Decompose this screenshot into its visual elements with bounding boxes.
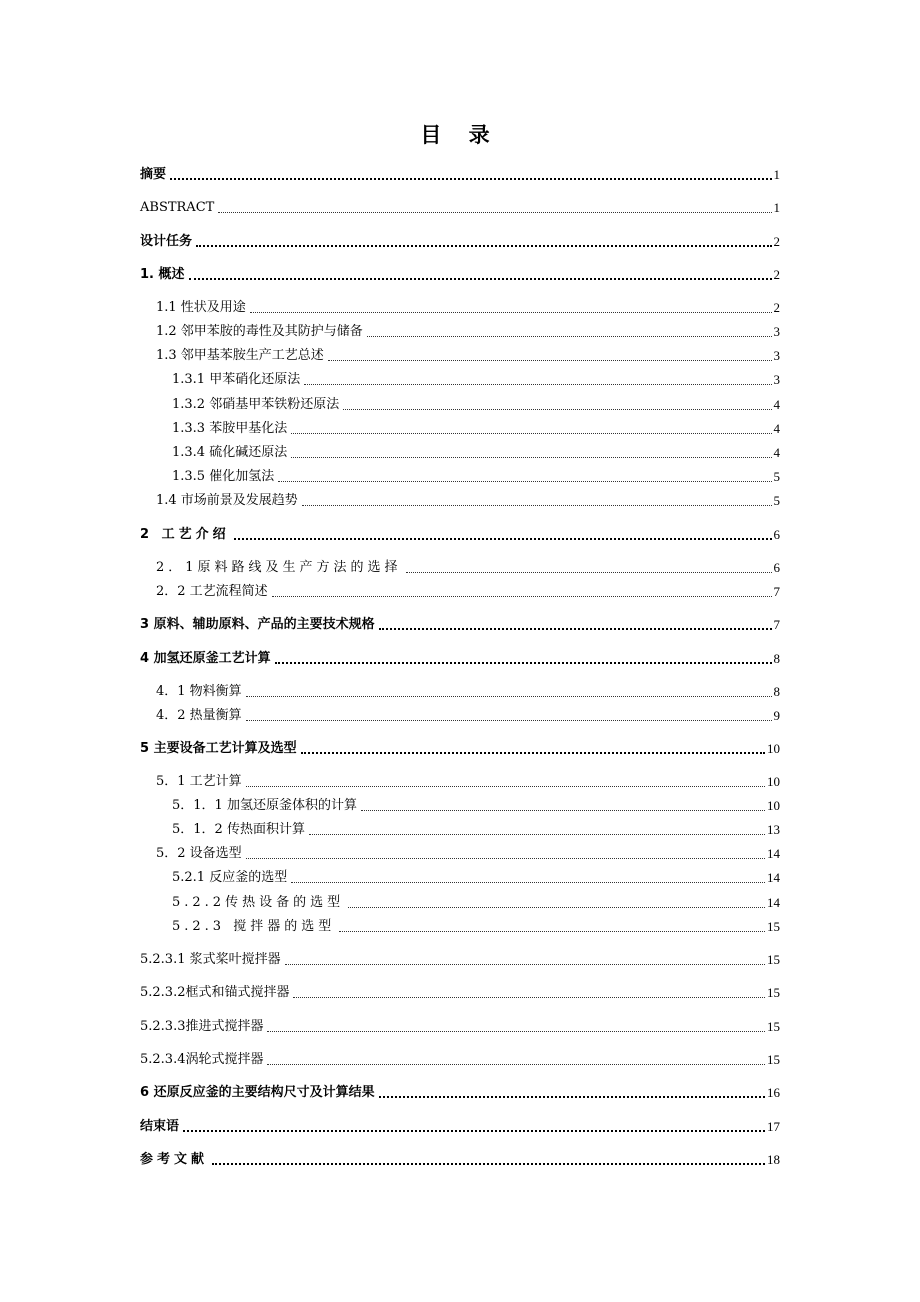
toc-entry-title: 5．1 工艺计算 [156,774,242,789]
toc-leader-dots [361,810,765,811]
toc-entry[interactable] [140,738,780,758]
toc-entry-title: 1. 概述 [140,267,185,282]
toc-entry-title: 5 主要设备工艺计算及选型 [140,741,297,756]
toc-leader-dots [309,834,765,835]
toc-entry-page: 4 [773,421,780,436]
toc-entry[interactable] [140,524,780,544]
toc-leader-dots [301,752,765,754]
toc-entry[interactable] [140,1049,780,1069]
toc-entry[interactable] [172,466,780,486]
toc-entry[interactable] [172,394,780,414]
toc-entry-title: 结束语 [140,1119,180,1134]
toc-entry[interactable] [140,164,780,184]
toc-entry-page: 3 [773,324,780,339]
toc-title: 目 录 [420,123,500,147]
toc-entry-title: 2 工艺介绍 [140,527,230,542]
toc-entry[interactable] [140,1149,780,1169]
toc-entry-page: 17 [767,1119,780,1134]
toc-leader-dots [291,457,771,458]
toc-leader-dots [250,312,772,313]
toc-entry[interactable] [156,581,780,601]
toc-entry-title: 1.2 邻甲苯胺的毒性及其防护与储备 [156,324,363,339]
toc-entry-title: 4．1 物料衡算 [156,684,242,699]
toc-leader-dots [328,360,772,361]
toc-entry-page: 10 [767,774,780,789]
toc-leader-dots [246,786,765,787]
toc-entry-title: 5．1．2 传热面积计算 [172,822,305,837]
toc-leader-dots [267,1031,765,1032]
toc-entry[interactable] [172,369,780,389]
toc-entry[interactable] [172,892,780,912]
toc-entry-title: 5．1．1 加氢还原釜体积的计算 [172,798,357,813]
toc-leader-dots [170,178,771,180]
toc-entry-page: 16 [767,1085,780,1100]
toc-entry-page: 18 [767,1152,780,1167]
toc-entry-page: 5 [773,493,780,508]
toc-leader-dots [379,628,772,630]
toc-entry-page: 2 [773,234,780,249]
toc-leader-dots [183,1130,765,1132]
toc-leader-dots [246,858,765,859]
toc-entry-page: 15 [767,1019,780,1034]
toc-entry[interactable] [140,264,780,284]
toc-leader-dots [379,1096,765,1098]
toc-entry-page: 7 [773,584,780,599]
toc-entry[interactable] [156,681,780,701]
toc-entry-page: 15 [767,1052,780,1067]
toc-entry-title: 1.3.3 苯胺甲基化法 [172,421,288,436]
toc-entry[interactable] [140,1116,780,1136]
toc-entry-title: 1.4 市场前景及发展趋势 [156,493,298,508]
toc-entry[interactable] [156,321,780,341]
toc-entry[interactable] [156,771,780,791]
toc-entry[interactable] [172,795,780,815]
toc-entry[interactable] [172,916,780,936]
toc-entry-title: 1.3.2 邻硝基甲苯铁粉还原法 [172,397,340,412]
toc-leader-dots [304,384,771,385]
toc-entry-page: 15 [767,919,780,934]
toc-entry-page: 2 [773,267,780,282]
toc-entry-page: 8 [773,651,780,666]
toc-entry[interactable] [156,705,780,725]
toc-entry[interactable] [156,843,780,863]
toc-entry-title: 2．1原料路线及生产方法的选择 [156,560,402,575]
toc-entry[interactable] [140,614,780,634]
toc-entry-title: 1.3.1 甲苯硝化还原法 [172,372,301,387]
toc-leader-dots [278,481,771,482]
toc-entry-page: 6 [773,560,780,575]
toc-entry-title: 设计任务 [140,234,193,249]
toc-entry-page: 3 [773,348,780,363]
toc-entry[interactable] [172,819,780,839]
toc-entry-title: 6 还原反应釜的主要结构尺寸及计算结果 [140,1085,375,1100]
toc-leader-dots [218,212,771,213]
toc-entry-title: 2．2 工艺流程简述 [156,584,268,599]
toc-entry-page: 13 [767,822,780,837]
toc-entry[interactable] [140,982,780,1002]
toc-entry-page: 4 [773,397,780,412]
toc-leader-dots [246,696,772,697]
toc-entry-page: 1 [773,167,780,182]
toc-leader-dots [267,1064,765,1065]
toc-entry-title: 5.2.1 反应釜的选型 [172,870,288,885]
toc-entry-page: 15 [767,985,780,1000]
toc-entry-page: 2 [773,300,780,315]
toc-entry-page: 10 [767,741,780,756]
toc-leader-dots [302,505,772,506]
toc-entry-title: 5.2.3 搅拌器的选型 [172,919,336,934]
toc-leader-dots [339,931,765,932]
toc-entry-page: 14 [767,846,780,861]
toc-entry-page: 4 [773,445,780,460]
toc-entry[interactable] [140,231,780,251]
toc-entry-title: 3 原料、辅助原料、产品的主要技术规格 [140,617,375,632]
toc-entry[interactable] [140,197,780,217]
toc-entry[interactable] [156,345,780,365]
toc-leader-dots [291,433,771,434]
toc-leader-dots [348,907,765,908]
toc-entry-title: 1.1 性状及用途 [156,300,246,315]
toc-entry-page: 3 [773,372,780,387]
toc-entry-page: 15 [767,952,780,967]
toc-entry-title: 4 加氢还原釜工艺计算 [140,651,271,666]
toc-leader-dots [272,596,772,597]
toc-entry-page: 14 [767,895,780,910]
toc-entry[interactable] [140,648,780,668]
toc-entry-page: 1 [773,200,780,215]
toc-entry-title: 1.3 邻甲基苯胺生产工艺总述 [156,348,324,363]
toc-entry-page: 8 [773,684,780,699]
toc-leader-dots [189,278,772,280]
toc-entry-title: 5．2 设备选型 [156,846,242,861]
toc-entry[interactable] [140,949,780,969]
toc-entry-title: 参考文献 [140,1152,209,1167]
toc-entry-page: 5 [773,469,780,484]
toc-entry-title: 5.2.3.3推进式搅拌器 [140,1019,264,1034]
toc-entry[interactable] [140,1082,780,1102]
toc-entry-title: ABSTRACT [140,200,215,215]
toc-entry-title: 5.2.3.2框式和锚式搅拌器 [140,985,290,1000]
toc-entry-page: 9 [773,708,780,723]
toc-entry-title: 5.2.3.1 浆式桨叶搅拌器 [140,952,281,967]
toc-leader-dots [367,336,772,337]
toc-leader-dots [234,538,772,540]
toc-entry-page: 7 [773,617,780,632]
toc-entry[interactable] [172,867,780,887]
toc-leader-dots [291,882,765,883]
toc-leader-dots [293,997,765,998]
toc-entry-page: 10 [767,798,780,813]
toc-entry-page: 14 [767,870,780,885]
toc-entry-page: 6 [773,527,780,542]
toc-leader-dots [275,662,772,664]
toc-entry[interactable] [140,1016,780,1036]
toc-leader-dots [285,964,765,965]
toc-leader-dots [196,245,771,247]
toc-leader-dots [246,720,772,721]
toc-leader-dots [343,409,771,410]
toc-entry[interactable] [156,297,780,317]
toc-leader-dots [406,572,772,573]
toc-entry-title: 1.3.5 催化加氢法 [172,469,275,484]
toc-entry[interactable] [156,490,780,510]
toc-entry[interactable] [172,418,780,438]
toc-entry[interactable] [172,442,780,462]
toc-entry-title: 1.3.4 硫化碱还原法 [172,445,288,460]
toc-entry-title: 4．2 热量衡算 [156,708,242,723]
toc-entry-title: 5.2.2传热设备的选型 [172,895,345,910]
toc-entry[interactable] [156,557,780,577]
toc-leader-dots [212,1163,765,1165]
toc-entry-title: 5.2.3.4涡轮式搅拌器 [140,1052,264,1067]
toc-entry-title: 摘要 [140,167,167,182]
